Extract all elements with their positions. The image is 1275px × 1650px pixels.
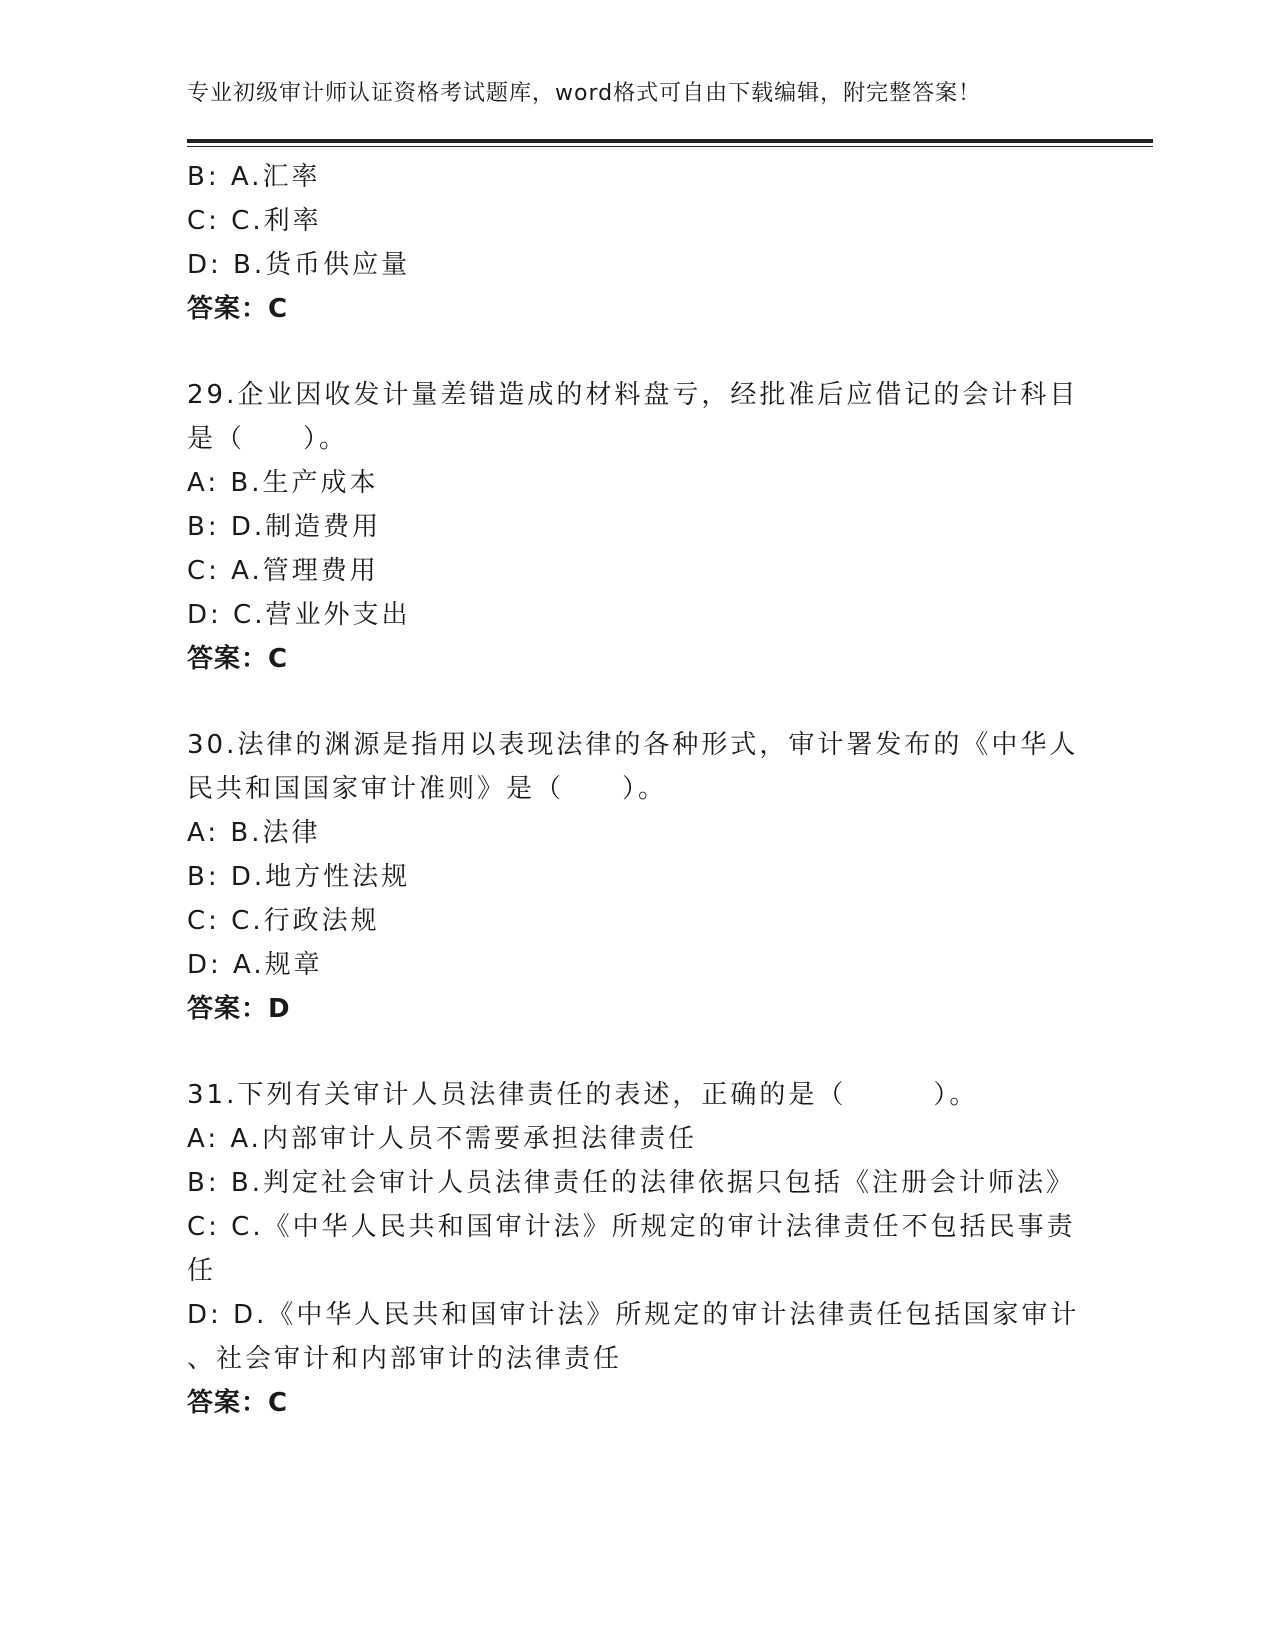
option-c: C: C.利率 — [187, 206, 322, 236]
option-b: B: B.判定社会审计人员法律责任的法律依据只包括《注册会计师法》 — [187, 1168, 1075, 1198]
header-rule-thin — [187, 146, 1153, 147]
page-header: 专业初级审计师认证资格考试题库，word格式可自由下载编辑，附完整答案！ — [187, 81, 982, 106]
option-c: C: C.行政法规 — [187, 906, 380, 936]
question-stem: 民共和国国家审计准则》是（ ）。 — [187, 774, 668, 804]
option-a: A: B.生产成本 — [187, 468, 379, 498]
option-d: D: B.货币供应量 — [187, 250, 411, 280]
question-stem: 是（ ）。 — [187, 424, 349, 454]
option-d: D: D.《中华人民共和国审计法》所规定的审计法律责任包括国家审计 — [187, 1300, 1080, 1330]
option-c: C: A.管理费用 — [187, 556, 379, 586]
option-b: B: D.制造费用 — [187, 512, 382, 542]
option-a: A: B.法律 — [187, 818, 321, 848]
option-c: C: C.《中华人民共和国审计法》所规定的审计法律责任不包括民事责 — [187, 1212, 1076, 1242]
option-d-continued: 、社会审计和内部审计的法律责任 — [187, 1344, 623, 1374]
question-stem: 29.企业因收发计量差错造成的材料盘亏，经批准后应借记的会计科目 — [187, 380, 1079, 410]
option-a: A: A.内部审计人员不需要承担法律责任 — [187, 1124, 697, 1154]
answer: 答案：C — [187, 644, 289, 674]
answer: 答案：C — [187, 294, 289, 324]
question-stem: 31.下列有关审计人员法律责任的表述，正确的是（ ）。 — [187, 1080, 979, 1110]
option-d: D: A.规章 — [187, 950, 323, 980]
option-b: B: A.汇率 — [187, 162, 321, 192]
option-b: B: D.地方性法规 — [187, 862, 411, 892]
option-d: D: C.营业外支出 — [187, 600, 411, 630]
option-c-continued: 任 — [187, 1256, 217, 1286]
answer: 答案：C — [187, 1388, 289, 1418]
question-stem: 30.法律的渊源是指用以表现法律的各种形式，审计署发布的《中华人 — [187, 730, 1079, 760]
header-rule-thick — [187, 139, 1153, 143]
answer: 答案：D — [187, 994, 291, 1024]
